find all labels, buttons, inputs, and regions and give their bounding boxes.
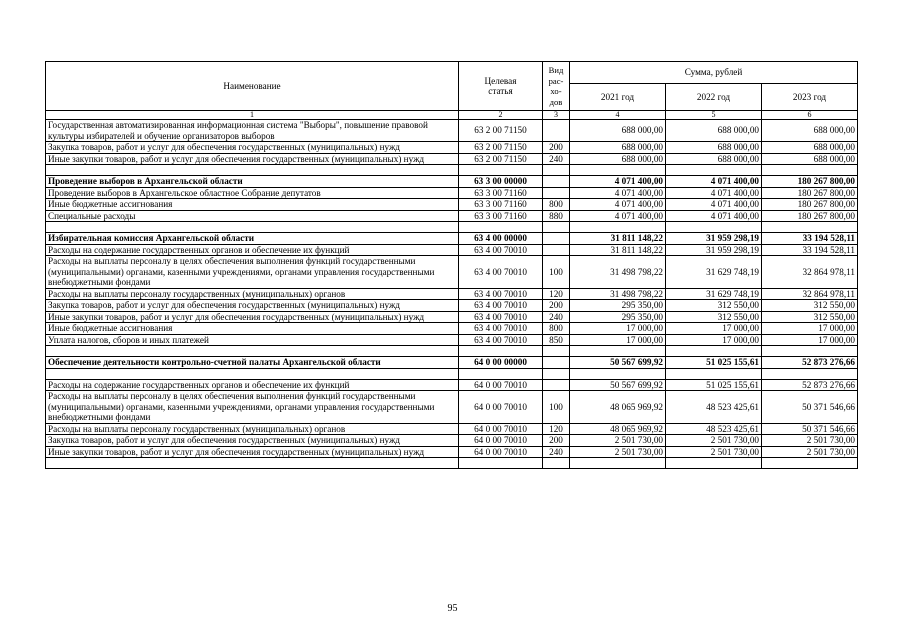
row-kind	[543, 176, 570, 188]
row-target: 63 3 00 00000	[459, 176, 543, 188]
row-2022: 2 501 730,00	[666, 435, 762, 447]
row-2023: 33 194 528,11	[762, 244, 858, 256]
row-kind: 120	[543, 423, 570, 435]
table-row	[46, 391, 858, 424]
row-2022: 688 000,00	[666, 120, 762, 142]
row-kind: 200	[543, 435, 570, 447]
spacer-row	[46, 458, 858, 469]
row-2022: 688 000,00	[666, 153, 762, 165]
row-name: Избирательная комиссия Архангельской области	[46, 233, 459, 245]
row-name: Уплата налогов, сборов и иных платежей	[46, 334, 459, 346]
row-2022: 312 550,00	[666, 311, 762, 323]
row-2023: 180 267 800,00	[762, 187, 858, 199]
column-number: 4	[570, 111, 666, 120]
table-row	[46, 379, 858, 391]
row-2023: 50 371 546,66	[762, 423, 858, 435]
row-name: Иные закупки товаров, работ и услуг для обеспечения государственных (муниципальных) нужд	[46, 311, 459, 323]
row-target: 63 2 00 71150	[459, 120, 543, 142]
row-2021: 50 567 699,92	[570, 379, 666, 391]
table-row	[46, 446, 858, 458]
table-row	[46, 300, 858, 312]
row-kind: 800	[543, 199, 570, 211]
table-row	[46, 233, 858, 245]
row-target: 64 0 00 70010	[459, 379, 543, 391]
row-target: 63 3 00 71160	[459, 187, 543, 199]
row-kind: 100	[543, 391, 570, 424]
row-target: 63 3 00 71160	[459, 199, 543, 211]
row-2021: 688 000,00	[570, 120, 666, 142]
row-2022: 31 629 748,19	[666, 288, 762, 300]
row-2022: 312 550,00	[666, 300, 762, 312]
row-2022: 31 959 298,19	[666, 233, 762, 245]
spacer-row	[46, 346, 858, 357]
row-kind: 800	[543, 323, 570, 335]
row-2023: 50 371 546,66	[762, 391, 858, 424]
row-name: Расходы на выплаты персоналу в целях обеспечения выполнения функций государственными (муниципальными) органами, казенными учреждениями, органами управления государственными внебюджетными фондами	[46, 256, 459, 289]
row-2021: 688 000,00	[570, 142, 666, 154]
row-2021: 31 498 798,22	[570, 256, 666, 289]
row-target: 63 4 00 70010	[459, 256, 543, 289]
row-2023: 180 267 800,00	[762, 199, 858, 211]
row-name: Расходы на выплаты персоналу государственных (муниципальных) органов	[46, 288, 459, 300]
row-2023: 32 864 978,11	[762, 256, 858, 289]
budget-table	[45, 61, 858, 469]
row-kind	[543, 357, 570, 369]
table-row	[46, 256, 858, 289]
row-2021: 31 498 798,22	[570, 288, 666, 300]
row-target: 64 0 00 70010	[459, 446, 543, 458]
table-row	[46, 153, 858, 165]
column-number: 5	[666, 111, 762, 120]
row-2023: 52 873 276,66	[762, 379, 858, 391]
table-row	[46, 311, 858, 323]
row-kind	[543, 233, 570, 245]
row-2023: 33 194 528,11	[762, 233, 858, 245]
row-target: 63 4 00 70010	[459, 311, 543, 323]
row-2023: 180 267 800,00	[762, 176, 858, 188]
row-name: Закупка товаров, работ и услуг для обеспечения государственных (муниципальных) нужд	[46, 300, 459, 312]
column-header-sum: Сумма, рублей	[570, 62, 858, 84]
table-row	[46, 210, 858, 222]
row-2021: 295 350,00	[570, 300, 666, 312]
column-header-kind: Вид рас- хо- дов	[543, 62, 570, 111]
row-name: Расходы на выплаты персоналу в целях обеспечения выполнения функций государственными (муниципальными) органами, казенными учреждениями, органами управления государственными внебюджетными фондами	[46, 391, 459, 424]
row-name: Иные закупки товаров, работ и услуг для обеспечения государственных (муниципальных) нужд	[46, 446, 459, 458]
row-2022: 4 071 400,00	[666, 210, 762, 222]
spacer-row	[46, 222, 858, 233]
row-2021: 295 350,00	[570, 311, 666, 323]
row-kind	[543, 120, 570, 142]
table-row	[46, 244, 858, 256]
row-target: 63 4 00 70010	[459, 334, 543, 346]
row-2022: 48 523 425,61	[666, 391, 762, 424]
column-number: 1	[46, 111, 459, 120]
row-target: 63 4 00 70010	[459, 288, 543, 300]
row-name: Расходы на содержание государственных органов и обеспечение их функций	[46, 244, 459, 256]
row-2023: 2 501 730,00	[762, 435, 858, 447]
table-row	[46, 357, 858, 369]
row-2022: 17 000,00	[666, 334, 762, 346]
row-2022: 31 629 748,19	[666, 256, 762, 289]
column-number: 2	[459, 111, 543, 120]
table-row	[46, 142, 858, 154]
row-2023: 688 000,00	[762, 120, 858, 142]
row-2022: 51 025 155,61	[666, 379, 762, 391]
row-target: 63 2 00 71150	[459, 153, 543, 165]
row-2022: 31 959 298,19	[666, 244, 762, 256]
row-kind: 200	[543, 300, 570, 312]
row-2022: 2 501 730,00	[666, 446, 762, 458]
row-kind: 240	[543, 153, 570, 165]
row-2021: 31 811 148,22	[570, 244, 666, 256]
spacer-row	[46, 165, 858, 176]
table-row	[46, 423, 858, 435]
row-2022: 17 000,00	[666, 323, 762, 335]
row-2023: 17 000,00	[762, 334, 858, 346]
column-header-target: Целевая статья	[459, 62, 543, 111]
row-kind: 200	[543, 142, 570, 154]
table-row	[46, 199, 858, 211]
row-target: 64 0 00 70010	[459, 391, 543, 424]
row-2023: 17 000,00	[762, 323, 858, 335]
table-row	[46, 288, 858, 300]
row-2023: 312 550,00	[762, 311, 858, 323]
row-name: Расходы на содержание государственных органов и обеспечение их функций	[46, 379, 459, 391]
row-2022: 48 523 425,61	[666, 423, 762, 435]
row-name: Расходы на выплаты персоналу государственных (муниципальных) органов	[46, 423, 459, 435]
row-2021: 17 000,00	[570, 323, 666, 335]
row-2021: 688 000,00	[570, 153, 666, 165]
row-2023: 52 873 276,66	[762, 357, 858, 369]
row-name: Иные закупки товаров, работ и услуг для обеспечения государственных (муниципальных) нужд	[46, 153, 459, 165]
row-2022: 688 000,00	[666, 142, 762, 154]
row-target: 63 4 00 00000	[459, 233, 543, 245]
column-header-2022: 2022 год	[666, 84, 762, 111]
row-2021: 50 567 699,92	[570, 357, 666, 369]
row-kind	[543, 187, 570, 199]
row-kind: 240	[543, 446, 570, 458]
page-number: 95	[447, 603, 458, 614]
row-name: Государственная автоматизированная информационная система "Выборы", повышение правовой культуры избирателей и обучение организаторов выборов	[46, 120, 459, 142]
row-2023: 688 000,00	[762, 153, 858, 165]
row-2022: 4 071 400,00	[666, 176, 762, 188]
row-name: Иные бюджетные ассигнования	[46, 323, 459, 335]
row-kind: 120	[543, 288, 570, 300]
row-2021: 4 071 400,00	[570, 187, 666, 199]
row-2023: 32 864 978,11	[762, 288, 858, 300]
row-2021: 17 000,00	[570, 334, 666, 346]
row-target: 64 0 00 70010	[459, 435, 543, 447]
row-kind: 240	[543, 311, 570, 323]
column-number: 6	[762, 111, 858, 120]
row-name: Обеспечение деятельности контрольно-счетной палаты Архангельской области	[46, 357, 459, 369]
row-kind	[543, 244, 570, 256]
row-target: 63 4 00 70010	[459, 323, 543, 335]
row-2023: 180 267 800,00	[762, 210, 858, 222]
row-2023: 312 550,00	[762, 300, 858, 312]
spacer-row	[46, 368, 858, 379]
table-row	[46, 435, 858, 447]
row-target: 63 4 00 70010	[459, 300, 543, 312]
row-2021: 2 501 730,00	[570, 435, 666, 447]
table-row	[46, 323, 858, 335]
row-kind: 880	[543, 210, 570, 222]
row-name: Иные бюджетные ассигнования	[46, 199, 459, 211]
row-2021: 4 071 400,00	[570, 210, 666, 222]
row-2021: 4 071 400,00	[570, 176, 666, 188]
row-target: 63 3 00 71160	[459, 210, 543, 222]
column-header-2023: 2023 год	[762, 84, 858, 111]
row-2021: 48 065 969,92	[570, 391, 666, 424]
row-2023: 688 000,00	[762, 142, 858, 154]
column-header-2021: 2021 год	[570, 84, 666, 111]
row-target: 63 4 00 70010	[459, 244, 543, 256]
row-2021: 48 065 969,92	[570, 423, 666, 435]
table-row	[46, 176, 858, 188]
column-number-row	[46, 111, 858, 120]
table-row	[46, 187, 858, 199]
row-kind	[543, 379, 570, 391]
row-2021: 31 811 148,22	[570, 233, 666, 245]
table-row	[46, 334, 858, 346]
row-2021: 2 501 730,00	[570, 446, 666, 458]
row-name: Проведение выборов в Архангельской области	[46, 176, 459, 188]
row-name: Специальные расходы	[46, 210, 459, 222]
row-2022: 4 071 400,00	[666, 199, 762, 211]
row-2022: 4 071 400,00	[666, 187, 762, 199]
table-row	[46, 120, 858, 142]
row-target: 64 0 00 70010	[459, 423, 543, 435]
row-name: Закупка товаров, работ и услуг для обеспечения государственных (муниципальных) нужд	[46, 142, 459, 154]
row-kind: 850	[543, 334, 570, 346]
column-header-name: Наименование	[46, 62, 459, 111]
row-name: Проведение выборов в Архангельское областное Собрание депутатов	[46, 187, 459, 199]
row-name: Закупка товаров, работ и услуг для обеспечения государственных (муниципальных) нужд	[46, 435, 459, 447]
row-2023: 2 501 730,00	[762, 446, 858, 458]
column-number: 3	[543, 111, 570, 120]
row-2022: 51 025 155,61	[666, 357, 762, 369]
row-target: 64 0 00 00000	[459, 357, 543, 369]
row-kind: 100	[543, 256, 570, 289]
row-target: 63 2 00 71150	[459, 142, 543, 154]
row-2021: 4 071 400,00	[570, 199, 666, 211]
